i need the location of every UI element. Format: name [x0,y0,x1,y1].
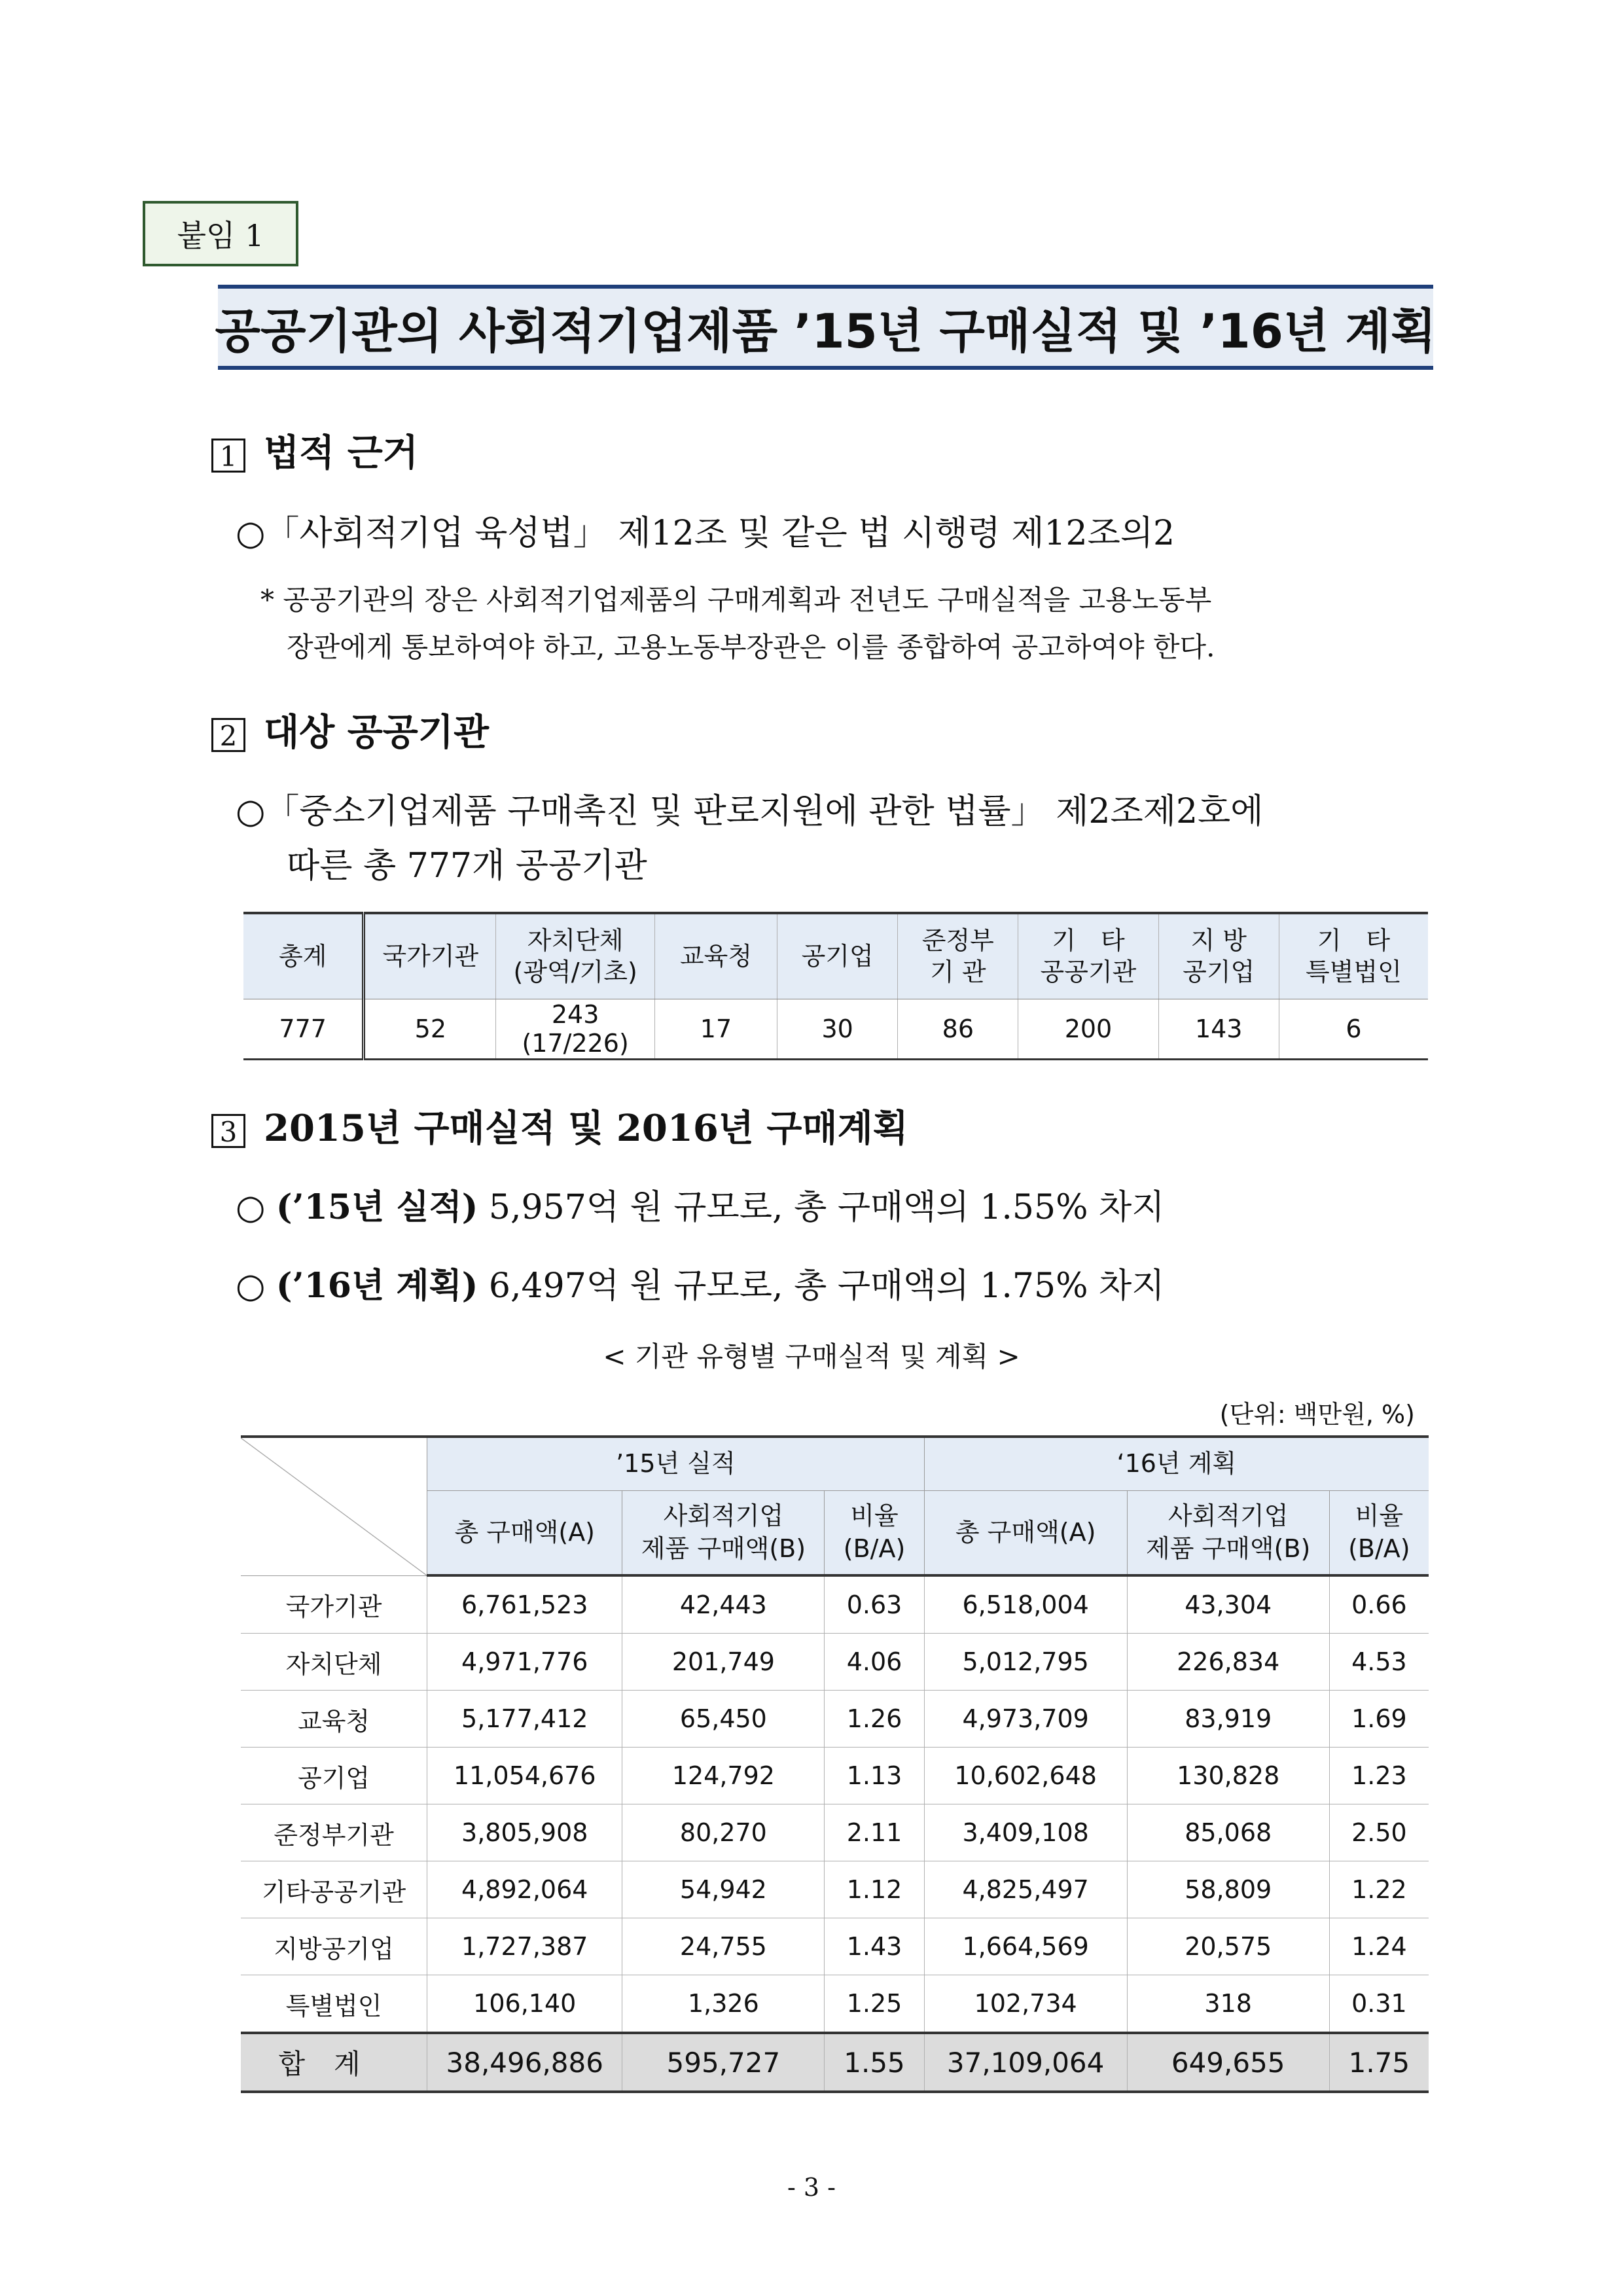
table-row [241,1748,1429,1804]
value-cell: 5,177,412 [427,1691,622,1748]
value-cell: 2.11 [825,1804,924,1861]
header-text: 제품 구매액(B) [1146,1534,1311,1563]
document-title: 공공기관의 사회적기업제품 ’15년 구매실적 및 ’16년 계획 [215,304,1436,359]
agency-value-cell: 777 [243,999,364,1060]
agency-table-value-row [243,999,1428,1060]
agency-value-cell: 17 [654,999,777,1060]
agency-value-cell: 200 [1018,999,1158,1060]
group-header-2016: ‘16년 계획 [924,1437,1429,1491]
agency-header-cell [654,913,777,999]
value-cell: 1,326 [622,1975,825,2034]
table-row [241,1691,1429,1748]
agency-type-cell: 교육청 [241,1691,427,1748]
value-cell: 58,809 [1127,1861,1329,1918]
value-cell: 24,755 [622,1918,825,1975]
header-text: 자치단체 [527,926,624,955]
sub-header-cell [1329,1491,1429,1576]
total-value-cell: 649,655 [1127,2033,1329,2092]
sub-header-cell [825,1491,924,1576]
total-value-cell: 1.55 [825,2033,924,2092]
table-row [241,1634,1429,1691]
value-cell: 4,973,709 [924,1691,1127,1748]
value-cell: 1.23 [1329,1748,1429,1804]
group-header-2015: ’15년 실적 [427,1437,924,1491]
value-cell: 1.22 [1329,1861,1429,1918]
total-value-cell: 38,496,886 [427,2033,622,2092]
value-cell: 11,054,676 [427,1748,622,1804]
agency-value-cell: 86 [898,999,1018,1060]
section-title: 법적 근거 [264,431,418,475]
value-cell: 83,919 [1127,1691,1329,1748]
value-cell: 3,805,908 [427,1804,622,1861]
result-2015-bullet [236,1179,1164,1229]
value-cell: 42,443 [622,1575,825,1634]
value-cell: 3,409,108 [924,1804,1127,1861]
value-cell: 4.53 [1329,1634,1429,1691]
value-cell: 10,602,648 [924,1748,1127,1804]
agency-value-cell: 243 (17/226) [496,999,655,1060]
result-2016-bullet [236,1258,1164,1307]
agency-type-cell: 기타공공기관 [241,1861,427,1918]
value-cell: 1,664,569 [924,1918,1127,1975]
total-value-cell: 595,727 [622,2033,825,2092]
unit-label: (단위: 백만원, %) [1219,1400,1415,1429]
value-cell: 102,734 [924,1975,1127,2034]
agency-header-cell [1018,913,1158,999]
value-cell: 2.50 [1329,1804,1429,1861]
agency-type-cell: 특별법인 [241,1975,427,2034]
header-text: 총 구매액(A) [955,1517,1096,1547]
agency-header-cell [898,913,1018,999]
value-cell: 1.25 [825,1975,924,2034]
agency-header-cell [364,913,496,999]
agency-table-header-row [243,913,1428,999]
header-text: 공기업 [1183,957,1255,986]
result-2015-label: (’15년 실적) [276,1187,478,1227]
legal-basis-note-line1: * 공공기관의 장은 사회적기업제품의 구매계획과 전년도 구매실적을 고용노동부 [260,584,1212,616]
header-text: (B/A) [1348,1534,1410,1563]
header-text: 사회적기업 [663,1501,784,1531]
table-caption: < 기관 유형별 구매실적 및 계획 > [603,1340,1020,1372]
title-banner [215,285,1436,370]
value-cell: 0.31 [1329,1975,1429,2034]
header-text: 공기업 [801,941,874,971]
agency-type-cell: 국가기관 [241,1575,427,1634]
purchase-table-group-header [241,1437,1429,1491]
value-cell: 1,727,387 [427,1918,622,1975]
value-cell: 1.43 [825,1918,924,1975]
value-cell: 4,971,776 [427,1634,622,1691]
result-2016-label: (’16년 계획) [276,1266,478,1306]
value-cell: 5,012,795 [924,1634,1127,1691]
sub-header-cell [924,1491,1127,1576]
section-number: 3 [211,1114,245,1148]
table-row [241,1975,1429,2034]
bullet-mark: ○ [236,1266,276,1306]
section-1-heading [211,424,418,476]
agency-count-table [243,912,1428,1060]
legal-basis-note-line2: 장관에게 통보하여야 하고, 고용노동부장관은 이를 종합하여 공고하여야 한다. [287,631,1215,663]
header-text: 총계 [278,941,327,971]
value-cell: 65,450 [622,1691,825,1748]
section-2-heading [211,704,489,756]
total-value-cell: 1.75 [1329,2033,1429,2092]
section-number: 1 [211,439,245,473]
bullet-mark: ○ [236,1188,276,1227]
value-cell: 1.13 [825,1748,924,1804]
agency-value-cell: 143 [1158,999,1279,1060]
purchase-table [241,1435,1429,2093]
header-text: 기 타 [1052,926,1125,955]
result-2016-text: 6,497억 원 규모로, 총 구매액의 1.75% 차지 [478,1266,1165,1306]
target-bullet-line1: ○「중소기업제품 구매촉진 및 판로지원에 관한 법률」 제2조제2호에 [236,792,1264,831]
header-text: 특별법인 [1306,957,1402,986]
value-cell: 4.06 [825,1634,924,1691]
attachment-label: 붙임 1 [143,201,298,266]
table-row [241,1575,1429,1634]
header-text: 기 타 [1317,926,1391,955]
value-cell: 124,792 [622,1748,825,1804]
agency-header-cell [243,913,364,999]
value-cell: 1.69 [1329,1691,1429,1748]
value-cell: 106,140 [427,1975,622,2034]
value-cell: 0.66 [1329,1575,1429,1634]
section-number: 2 [211,718,245,752]
value-cell: 6,761,523 [427,1575,622,1634]
value-cell: 130,828 [1127,1748,1329,1804]
header-text: 교육청 [679,941,753,971]
agency-type-cell: 준정부기관 [241,1804,427,1861]
value-cell: 318 [1127,1975,1329,2034]
agency-type-cell: 자치단체 [241,1634,427,1691]
value-cell: 1.26 [825,1691,924,1748]
header-text: 기 관 [930,957,986,986]
agency-header-cell [1279,913,1428,999]
value-cell: 0.63 [825,1575,924,1634]
result-2015-text: 5,957억 원 규모로, 총 구매액의 1.55% 차지 [478,1188,1165,1227]
header-text: 제품 구매액(B) [641,1534,806,1563]
sub-header-cell [1127,1491,1329,1576]
sub-header-cell [427,1491,622,1576]
agency-type-cell: 공기업 [241,1748,427,1804]
value-cell: 6,518,004 [924,1575,1127,1634]
header-text: 준정부 [921,926,994,955]
header-text: 비율 [1355,1501,1404,1531]
agency-value-cell: 30 [777,999,898,1060]
value-cell: 201,749 [622,1634,825,1691]
corner-cell [241,1437,427,1575]
value-cell: 85,068 [1127,1804,1329,1861]
header-text: 총 구매액(A) [454,1517,596,1547]
header-text: 국가기관 [382,941,479,971]
value-cell: 80,270 [622,1804,825,1861]
value-cell: 226,834 [1127,1634,1329,1691]
total-value-cell: 37,109,064 [924,2033,1127,2092]
header-text: 공공기관 [1040,957,1137,986]
value-cell: 1.24 [1329,1918,1429,1975]
header-text: 사회적기업 [1168,1501,1289,1531]
header-text: (B/A) [843,1534,906,1563]
table-row [241,1918,1429,1975]
page-number: - 3 - [787,2173,836,2202]
value-cell: 1.12 [825,1861,924,1918]
total-label-cell: 합계 [241,2033,427,2092]
value-cell: 4,825,497 [924,1861,1127,1918]
value-cell: 20,575 [1127,1918,1329,1975]
total-row [241,2033,1429,2092]
agency-header-cell [496,913,655,999]
sub-header-cell [622,1491,825,1576]
value-cell: 43,304 [1127,1575,1329,1634]
header-text: 지 방 [1190,926,1247,955]
target-bullet-line2: 따른 총 777개 공공기관 [287,846,647,886]
legal-basis-bullet: ○「사회적기업 육성법」 제12조 및 같은 법 시행령 제12조의2 [236,514,1175,553]
agency-value-cell: 52 [364,999,496,1060]
value-cell: 4,892,064 [427,1861,622,1918]
section-title: 대상 공공기관 [264,711,490,754]
table-row [241,1804,1429,1861]
agency-type-cell: 지방공기업 [241,1918,427,1975]
section-title: 2015년 구매실적 및 2016년 구매계획 [264,1107,908,1150]
agency-header-cell [1158,913,1279,999]
section-3-heading [211,1100,908,1152]
table-row [241,1861,1429,1918]
header-text: (광역/기초) [513,957,637,986]
agency-value-cell: 6 [1279,999,1428,1060]
value-cell: 54,942 [622,1861,825,1918]
agency-header-cell [777,913,898,999]
header-text: 비율 [850,1501,899,1531]
